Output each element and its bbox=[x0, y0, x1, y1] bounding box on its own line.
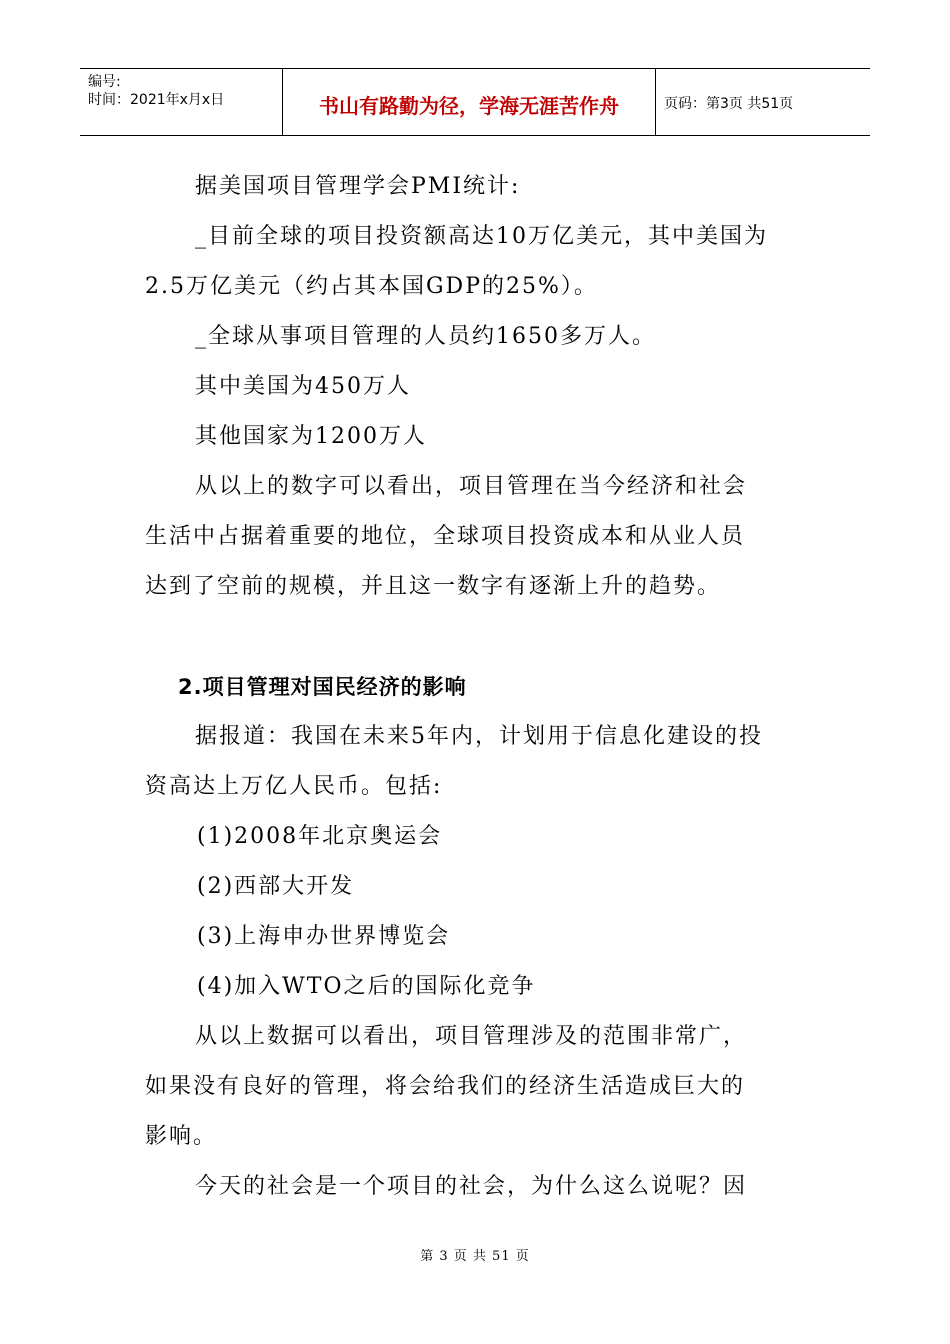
paragraph-line: _全球从事项目管理的人员约1650多万人。 bbox=[195, 324, 656, 349]
page-footer: 第 3 页 共 51 页 bbox=[420, 1249, 530, 1264]
section-heading: 2.项目管理对国民经济的影响 bbox=[178, 675, 467, 699]
list-item: (3)上海申办世界博览会 bbox=[197, 924, 451, 949]
paragraph-line: 从以上数据可以看出，项目管理涉及的范围非常广， bbox=[195, 1024, 748, 1049]
header-meta-cell bbox=[80, 69, 283, 135]
paragraph-line: 据美国项目管理学会PMI统计: bbox=[195, 174, 521, 199]
paragraph-line: 影响。 bbox=[145, 1124, 218, 1149]
list-item: (4)加入WTO之后的国际化竞争 bbox=[197, 974, 536, 999]
paragraph-line: 达到了空前的规模，并且这一数字有逐渐上升的趋势。 bbox=[145, 574, 722, 599]
paragraph-line: 如果没有良好的管理，将会给我们的经济生活造成巨大的 bbox=[145, 1074, 746, 1099]
list-item: (2)西部大开发 bbox=[197, 874, 355, 899]
document-body bbox=[145, 162, 810, 1212]
document-date: 时间：2021年x月x日 bbox=[88, 92, 225, 108]
paragraph-line: 从以上的数字可以看出，项目管理在当今经济和社会 bbox=[195, 474, 748, 499]
document-number-label: 编号: bbox=[88, 74, 121, 90]
paragraph-line: _目前全球的项目投资额高达10万亿美元，其中美国为 bbox=[195, 224, 768, 249]
paragraph-line: 其他国家为1200万人 bbox=[195, 424, 427, 449]
list-item: (1)2008年北京奥运会 bbox=[197, 824, 443, 849]
paragraph-line: 其中美国为450万人 bbox=[195, 374, 411, 399]
header-page-info: 页码：第3页 共51页 bbox=[664, 96, 794, 112]
paragraph-line: 资高达上万亿人民币。包括: bbox=[145, 774, 443, 799]
paragraph-gap bbox=[145, 612, 810, 662]
paragraph-line: 2.5万亿美元（约占其本国GDP的25%）。 bbox=[145, 274, 598, 299]
paragraph-line: 据报道：我国在未来5年内，计划用于信息化建设的投 bbox=[195, 724, 763, 749]
header-motto: 书山有路勤为径，学海无涯苦作舟 bbox=[283, 69, 656, 135]
paragraph-line: 生活中占据着重要的地位，全球项目投资成本和从业人员 bbox=[145, 524, 746, 549]
page-header bbox=[80, 68, 870, 136]
paragraph-line: 今天的社会是一个项目的社会，为什么这么说呢？因 bbox=[195, 1174, 748, 1199]
